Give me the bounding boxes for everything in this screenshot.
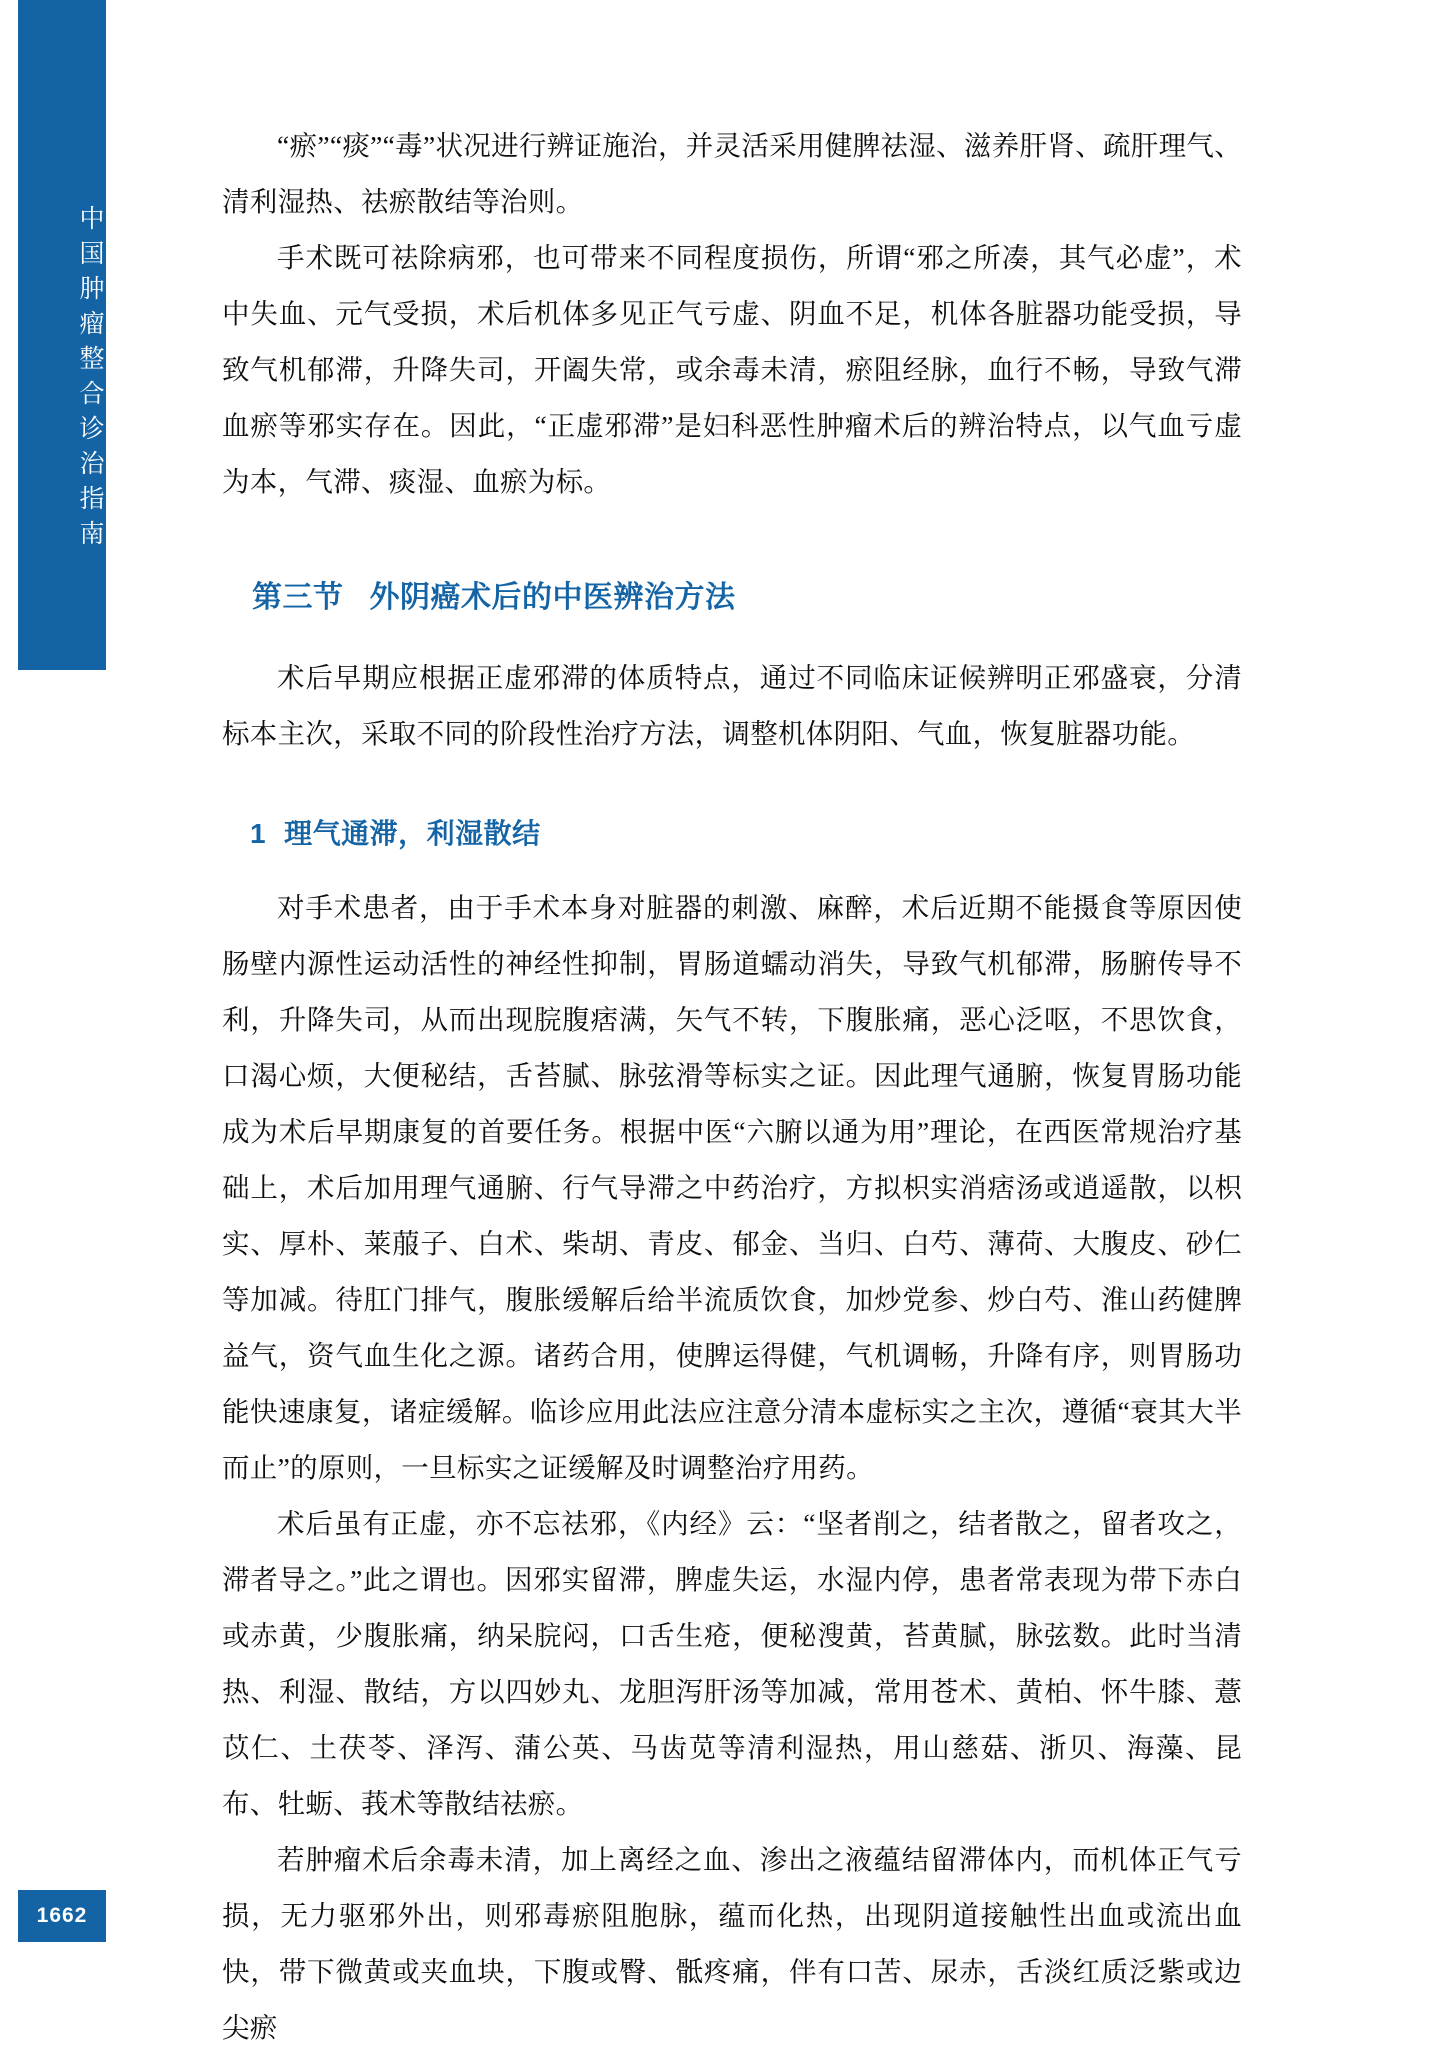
book-spine-title: 中国肿瘤整合诊治指南: [76, 205, 103, 555]
paragraph: 对手术患者，由于手术本身对脏器的刺激、麻醉，术后近期不能摄食等原因使肠壁内源性运动活性的神经性抑制，胃肠道蠕动消失，导致气机郁滞，肠腑传导不利，升降失司，从而出现脘腹痞满，矢气不转，下腹胀痛，恶心泛呕，不思饮食，口渴心烦，大便秘结，舌苔腻、脉弦滑等标实之证。因此理气通腑，恢复胃肠功能成为术后早期康复的首要任务。根据中医“六腑以通为用”理论，在西医常规治疗基础上，术后加用理气通腑、行气导滞之中药治疗，方拟枳实消痞汤或逍遥散，以枳实、厚朴、莱菔子、白术、柴胡、青皮、郁金、当归、白芍、薄荷、大腹皮、砂仁等加减。待肛门排气，腹胀缓解后给半流质饮食，加炒党参、炒白芍、淮山药健脾益气，资气血生化之源。诸药合用，使脾运得健，气机调畅，升降有序，则胃肠功能快速康复，诸症缓解。临诊应用此法应注意分清本虚标实之主次，遵循“衰其大半而止”的原则，一旦标实之证缓解及时调整治疗用药。: [222, 892, 1242, 1483]
paragraph: 术后虽有正虚，亦不忘祛邪，《内经》云：“坚者削之，结者散之，留者攻之，滞者导之。”此之谓也。因邪实留滞，脾虚失运，水湿内停，患者常表现为带下赤白或赤黄，少腹胀痛，纳呆脘闷，口舌生疮，便秘溲黄，苔黄腻，脉弦数。此时当清热、利湿、散结，方以四妙丸、龙胆泻肝汤等加减，常用苍术、黄柏、怀牛膝、薏苡仁、土茯苓、泽泻、蒲公英、马齿苋等清利湿热，用山慈菇、浙贝、海藻、昆布、牡蛎、莪术等散结祛瘀。: [222, 1508, 1242, 1819]
subsection-number: 1: [250, 818, 267, 849]
paragraph: 手术既可祛除病邪，也可带来不同程度损伤，所谓“邪之所凑，其气必虚”，术中失血、元气受损，术后机体多见正气亏虚、阴血不足，机体各脏器功能受损，导致气机郁滞，升降失司，开阖失常，或余毒未清，瘀阻经脉，血行不畅，导致气滞血瘀等邪实存在。因此，“正虚邪滞”是妇科恶性肿瘤术后的辨治特点，以气血亏虚为本，气滞、痰湿、血瘀为标。: [222, 242, 1242, 497]
subsection-title: 理气通滞，利湿散结: [284, 818, 541, 849]
page-number: 1662: [18, 1890, 106, 1942]
paragraph: 若肿瘤术后余毒未清，加上离经之血、渗出之液蕴结留滞体内，而机体正气亏损，无力驱邪外出，则邪毒瘀阻胞脉，蕴而化热，出现阴道接触性出血或流出血快，带下微黄或夹血块，下腹或臀、骶疼痛，伴有口苦、尿赤，舌淡红质泛紫或边尖瘀: [222, 1844, 1242, 2043]
page-content: [222, 118, 1242, 2056]
paragraph-continuation: “瘀”“痰”“毒”状况进行辨证施治，并灵活采用健脾祛湿、滋养肝肾、疏肝理气、清利湿热、祛瘀散结等治则。: [222, 130, 1242, 217]
section-heading: [222, 572, 1242, 616]
section-heading-title: 外阴癌术后的中医辨治方法: [369, 581, 736, 614]
subsection-heading: [222, 812, 1242, 852]
paragraph: 术后早期应根据正虚邪滞的体质特点，通过不同临床证候辨明正邪盛衰，分清标本主次，采取不同的阶段性治疗方法，调整机体阴阳、气血，恢复脏器功能。: [222, 662, 1242, 749]
section-heading-label: 第三节: [252, 581, 344, 614]
